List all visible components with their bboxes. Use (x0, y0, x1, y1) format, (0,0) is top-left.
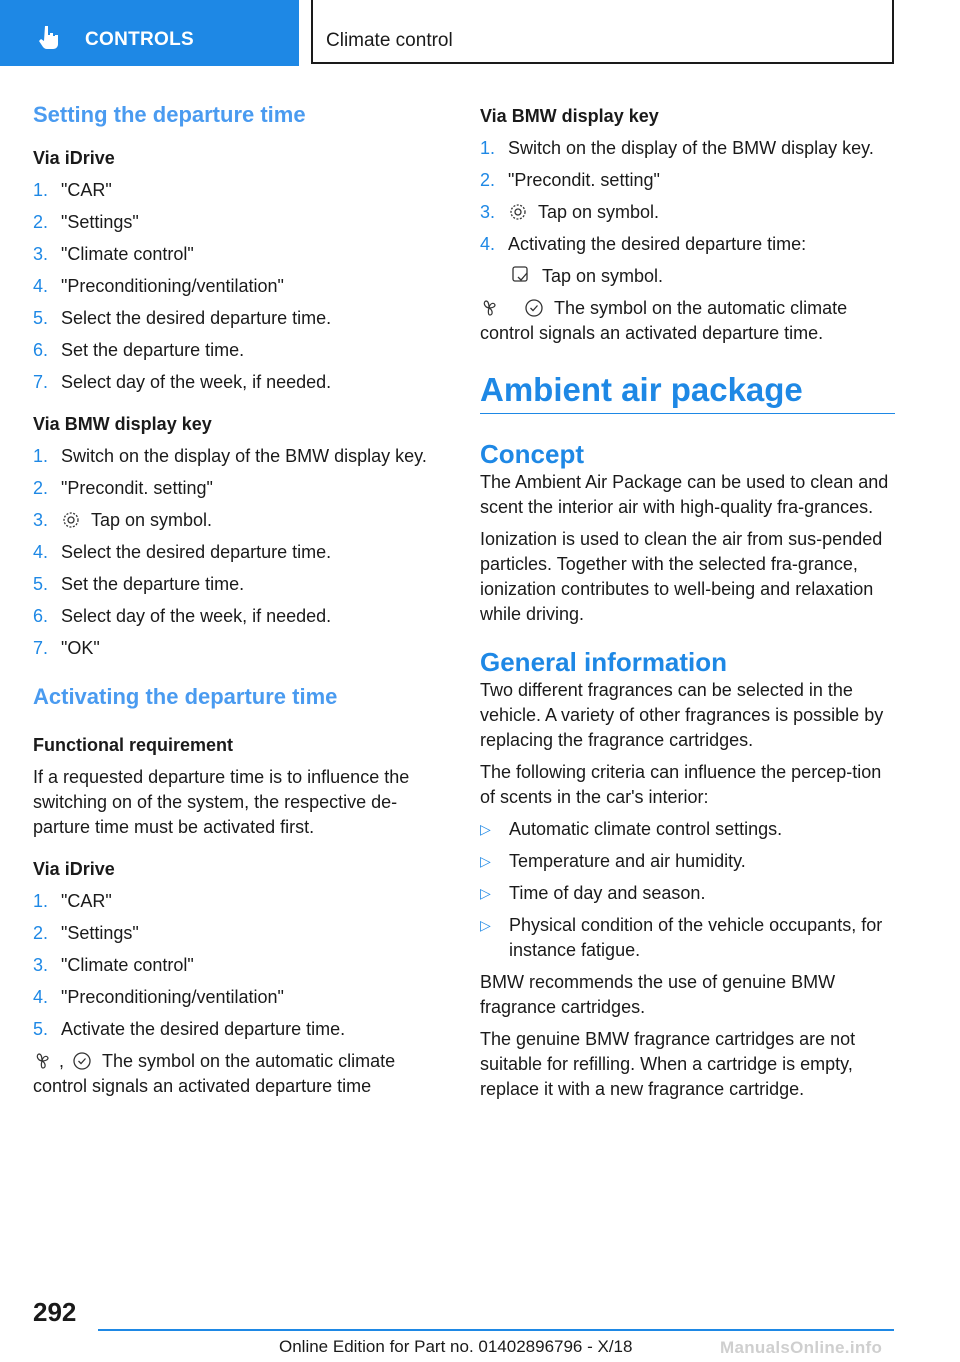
triangle-bullet-icon: ▷ (480, 885, 491, 901)
step-text: Tap on symbol. (538, 202, 660, 222)
step-text: "Climate control" (61, 244, 194, 264)
hand-pointer-icon (36, 24, 62, 50)
symbol-note (33, 1049, 438, 1099)
step-number: 5. (33, 308, 49, 328)
right-column (480, 100, 895, 1102)
step-text: Activate the desired departure time. (61, 1019, 346, 1039)
step-text: Select day of the week, if needed. (61, 606, 332, 626)
triangle-bullet-icon: ▷ (480, 821, 491, 837)
footer-rule (98, 1329, 894, 1331)
heading-ambient-air-package: Ambient air package (480, 371, 803, 408)
triangle-bullet-icon: ▷ (480, 853, 491, 869)
step-number: 3. (33, 955, 49, 975)
list-item (33, 306, 438, 331)
step-text: "OK" (61, 638, 100, 658)
step-text: "Preconditioning/ventilation" (61, 276, 284, 296)
heading-via-key-right: Via BMW display key (480, 106, 659, 126)
step-text: "Precondit. setting" (508, 170, 660, 190)
step-text: Activating the desired departure time: (508, 234, 807, 254)
list-item (33, 985, 438, 1010)
step-number: 2. (33, 212, 49, 232)
concept-paragraph-2: Ionization is used to clean the air from sus‐pended particles. Together with the selected fra‐grance, ionization contributes to well-being and relaxation while driving. (480, 529, 883, 624)
chapter-tab (0, 0, 299, 66)
idrive-steps-list (33, 178, 438, 395)
step-text: Set the departure time. (61, 340, 245, 360)
heading-functional-requirement: Functional requirement (33, 735, 234, 755)
precondition-icon (61, 510, 81, 530)
list-item (33, 604, 438, 629)
step-number: 7. (33, 372, 49, 392)
heading-concept: Concept (480, 439, 584, 469)
bullet-text: Time of day and season. (509, 883, 706, 903)
list-item (33, 178, 438, 203)
list-item (33, 242, 438, 267)
step-number: 1. (33, 891, 49, 911)
list-item (480, 849, 895, 874)
bullet-text: Physical condition of the vehicle occupants, for instance fatigue. (509, 915, 883, 960)
step-number: 4. (480, 234, 496, 254)
list-item (33, 1017, 438, 1042)
list-item (480, 136, 895, 161)
bullet-text: Temperature and air humidity. (509, 851, 746, 871)
symbol-note-text: The symbol on the automatic climate control signals an activated departure time. (480, 298, 848, 343)
list-item (33, 572, 438, 597)
symbol-note-right (480, 296, 895, 346)
step-text: "Settings" (61, 923, 139, 943)
step-text: "Settings" (61, 212, 139, 232)
footer-edition: Online Edition for Part no. 01402896796 - X/18 (279, 1337, 633, 1356)
list-item (33, 889, 438, 914)
list-item (33, 508, 438, 533)
heading-via-idrive-2: Via iDrive (33, 859, 115, 879)
general-paragraph-3: BMW recommends the use of genuine BMW fragrance cartridges. (480, 972, 836, 1017)
key-steps-list-right (480, 136, 895, 289)
list-item (480, 913, 895, 963)
clock-check-icon (72, 1051, 92, 1071)
fan-icon (480, 298, 498, 318)
functional-requirement-text: If a requested departure time is to influence the switching on of the system, the respective de‐parture time must be activated first. (33, 767, 410, 837)
step-number: 4. (33, 542, 49, 562)
step-number: 5. (33, 1019, 49, 1039)
list-item (33, 370, 438, 395)
key-steps-list (33, 444, 438, 661)
heading-general-information: General information (480, 647, 728, 677)
list-item (33, 210, 438, 235)
triangle-bullet-icon: ▷ (480, 917, 491, 933)
heading-activating-departure: Activating the departure time (33, 684, 338, 709)
title-rule (480, 413, 895, 414)
chapter-label: CONTROLS (85, 29, 195, 50)
list-item (480, 817, 895, 842)
departure-time-icon (510, 264, 532, 286)
step-number: 3. (33, 244, 49, 264)
precondition-icon (508, 202, 528, 222)
step-number: 6. (33, 606, 49, 626)
list-item (33, 953, 438, 978)
step-text: "CAR" (61, 180, 112, 200)
step-number: 5. (33, 574, 49, 594)
page-header (0, 0, 960, 66)
step-number: 1. (480, 138, 496, 158)
step-text: Switch on the display of the BMW display key. (61, 446, 427, 466)
list-item (480, 200, 895, 225)
list-item (480, 232, 895, 289)
step-text: Switch on the display of the BMW display key. (508, 138, 874, 158)
heading-setting-departure: Setting the departure time (33, 102, 306, 127)
step-text: Set the departure time. (61, 574, 245, 594)
step-text: "Preconditioning/ventilation" (61, 987, 284, 1007)
general-paragraph-4: The genuine BMW fragrance cartridges are not suitable for refilling. When a cartridge is empty, replace it with a new fragrance cartridge. (480, 1029, 856, 1099)
step-number: 4. (33, 276, 49, 296)
list-item (33, 444, 438, 469)
step-number: 3. (480, 202, 496, 222)
left-column (33, 100, 438, 1099)
step-text: "Climate control" (61, 955, 194, 975)
bullet-text: Automatic climate control settings. (509, 819, 783, 839)
list-item (33, 636, 438, 661)
idrive2-steps-list (33, 889, 438, 1042)
step-text: "Precondit. setting" (61, 478, 213, 498)
page-number: 292 (33, 1297, 77, 1327)
step-number: 1. (33, 446, 49, 466)
list-item (33, 921, 438, 946)
list-item (33, 274, 438, 299)
step-number: 1. (33, 180, 49, 200)
list-item (480, 881, 895, 906)
list-item (480, 168, 895, 193)
step-number: 2. (480, 170, 496, 190)
step-text: Select the desired departure time. (61, 542, 332, 562)
criteria-list (480, 817, 895, 963)
tap-symbol-text: Tap on symbol. (542, 266, 664, 286)
step-number: 6. (33, 340, 49, 360)
list-item (33, 476, 438, 501)
section-tab (311, 0, 894, 64)
symbol-note-text: The symbol on the automatic climate control signals an activated departure time (33, 1051, 396, 1096)
list-item (33, 338, 438, 363)
step-number: 3. (33, 510, 49, 530)
general-paragraph-1: Two different fragrances can be selected in the vehicle. A variety of other fragrances is possible by replacing the fragrance cartridges. (480, 680, 884, 750)
symbol-separator: , (59, 1051, 65, 1071)
step-text: "CAR" (61, 891, 112, 911)
list-item (33, 540, 438, 565)
heading-via-key: Via BMW display key (33, 414, 212, 434)
clock-check-icon (524, 298, 544, 318)
step-text: Select the desired departure time. (61, 308, 332, 328)
step-number: 2. (33, 478, 49, 498)
step-text: Tap on symbol. (91, 510, 213, 530)
concept-paragraph-1: The Ambient Air Package can be used to clean and scent the interior air with high-quality fra‐grances. (480, 472, 889, 517)
step-number: 2. (33, 923, 49, 943)
step-number: 7. (33, 638, 49, 658)
step-text: Select day of the week, if needed. (61, 372, 332, 392)
watermark: ManualsOnline.info (720, 1338, 883, 1357)
general-paragraph-2: The following criteria can influence the percep‐tion of scents in the car's interior: (480, 762, 882, 807)
section-label: Climate control (326, 30, 453, 51)
step-number: 4. (33, 987, 49, 1007)
heading-via-idrive: Via iDrive (33, 148, 115, 168)
fan-icon (33, 1051, 51, 1071)
